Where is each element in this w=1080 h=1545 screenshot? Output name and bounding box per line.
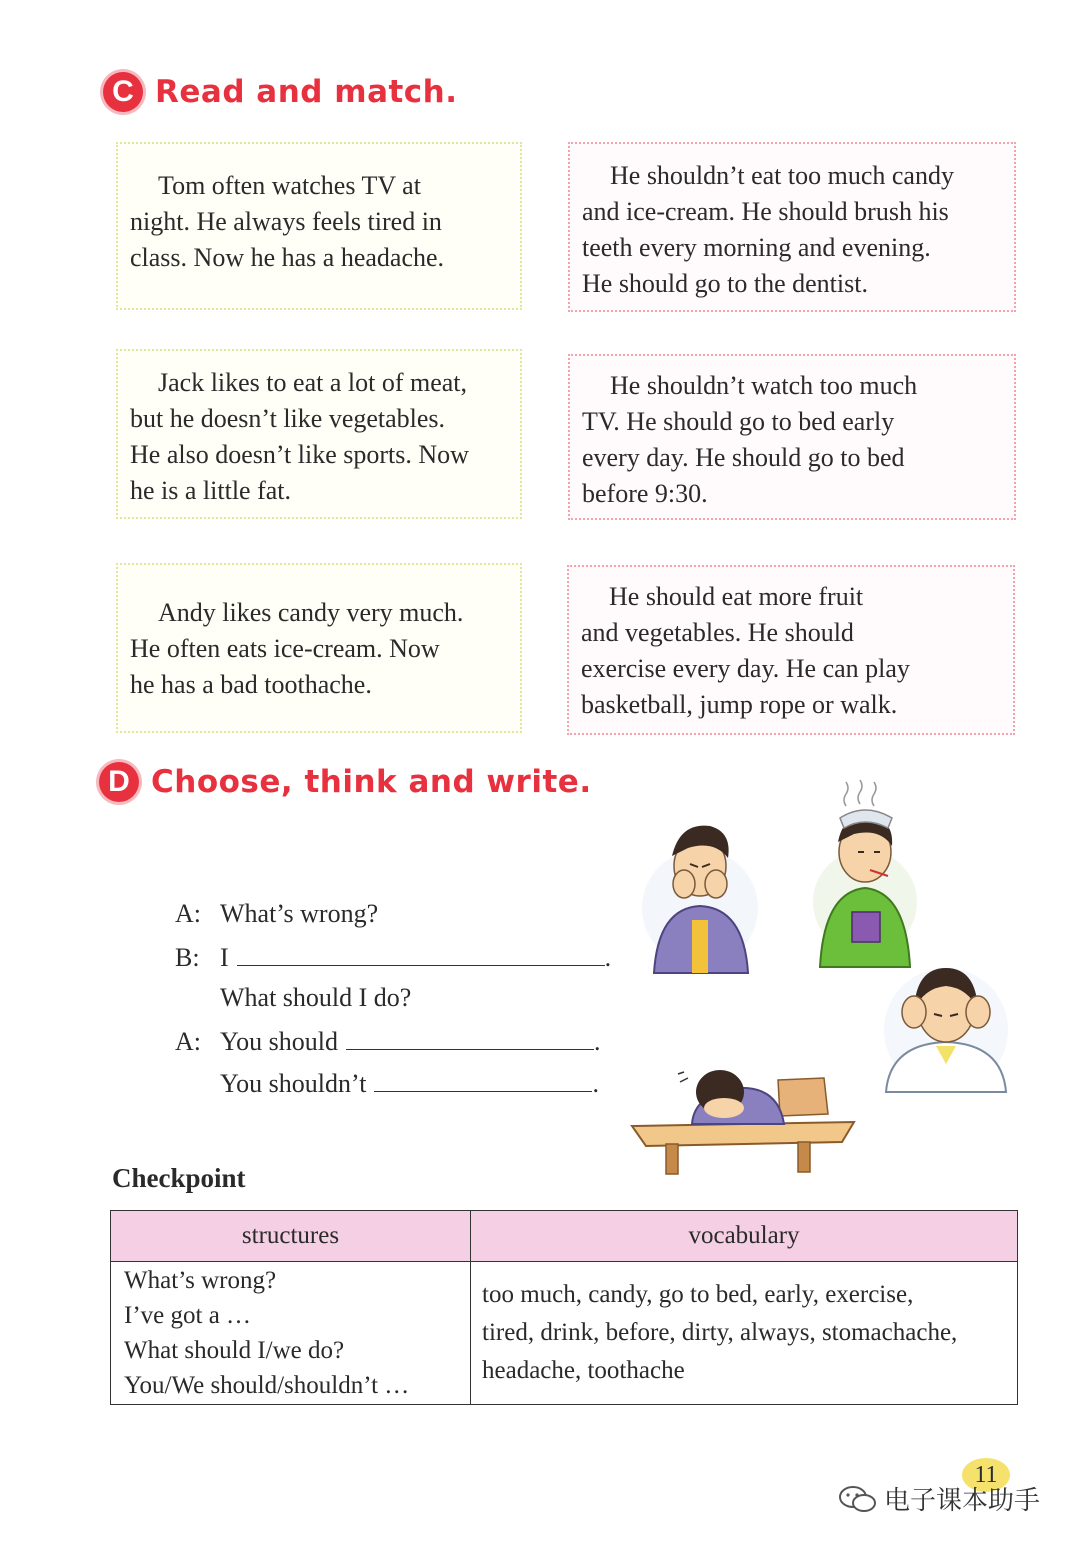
vocabulary-header: vocabulary (471, 1211, 1018, 1262)
card-line: teeth every morning and evening. (582, 233, 931, 262)
answer-blank[interactable] (237, 935, 605, 966)
card-line: but he doesn’t like vegetables. (130, 404, 446, 433)
structure-item: I’ve got a … (124, 1302, 252, 1329)
right-card-1[interactable] (568, 142, 1016, 312)
section-d-heading (99, 762, 592, 802)
card-line: He also doesn’t like sports. Now (130, 440, 469, 469)
dialog-text: I (220, 943, 229, 972)
dialog-line-4 (175, 1019, 611, 1061)
speaker: A: (175, 1027, 201, 1056)
card-line: every day. He should go to bed (582, 443, 905, 472)
structure-item: You/We should/shouldn’t … (124, 1372, 410, 1399)
card-line: He should go to the dentist. (582, 269, 868, 298)
speaker: B: (175, 943, 200, 972)
right-card-3[interactable] (567, 565, 1015, 735)
wechat-icon (838, 1484, 878, 1514)
left-card-3[interactable] (116, 563, 522, 733)
section-d-title: Choose, think and write. (151, 764, 592, 800)
vocabulary-line: headache, toothache (482, 1357, 685, 1384)
card-line: He shouldn’t watch too much (610, 371, 918, 400)
page-number: 11 (962, 1458, 1010, 1492)
speaker: A: (175, 899, 201, 928)
card-line: and vegetables. He should (581, 618, 854, 647)
section-c-heading (103, 72, 458, 112)
table-row (111, 1262, 1018, 1405)
headache-boy-illustration (810, 772, 920, 972)
vocabulary-cell (471, 1262, 1018, 1405)
section-c-badge: C (103, 72, 143, 112)
card-line: before 9:30. (582, 479, 708, 508)
dialog-text: What’s wrong? (220, 899, 379, 928)
answer-blank[interactable] (346, 1019, 594, 1050)
section-c-title: Read and match. (155, 74, 458, 110)
sleeping-boy-at-desk-illustration (628, 1052, 860, 1176)
answer-blank[interactable] (374, 1061, 592, 1092)
card-line: Andy likes candy very much. (158, 598, 464, 627)
watermark-text: 电子课本助手 (884, 1486, 1041, 1516)
structure-item: What’s wrong? (124, 1267, 277, 1294)
structures-cell (111, 1262, 471, 1405)
section-d-badge: D (99, 762, 139, 802)
toothache-boy-illustration (640, 808, 760, 978)
dialog-text: What should I do? (220, 983, 412, 1012)
card-line: he has a bad toothache. (130, 670, 372, 699)
headache-girl-illustration (876, 960, 1014, 1095)
card-line: Jack likes to eat a lot of meat, (158, 368, 468, 397)
card-line: He often eats ice-cream. Now (130, 634, 440, 663)
left-card-1[interactable] (116, 142, 522, 310)
card-line: and ice-cream. He should brush his (582, 197, 949, 226)
dialog-period: . (594, 1027, 601, 1056)
checkpoint-table (110, 1210, 1018, 1405)
dialog-text: You should (220, 1027, 339, 1056)
dialog-period: . (592, 1069, 599, 1098)
dialog-line-5 (175, 1061, 611, 1103)
card-line: night. He always feels tired in (130, 207, 442, 236)
dialog-line-1 (175, 893, 611, 935)
card-line: basketball, jump rope or walk. (581, 690, 898, 719)
card-line: exercise every day. He can play (581, 654, 910, 683)
watermark (838, 1480, 1040, 1517)
card-line: he is a little fat. (130, 476, 292, 505)
card-line: class. Now he has a headache. (130, 243, 445, 272)
structure-item: What should I/we do? (124, 1337, 345, 1364)
left-card-2[interactable] (116, 349, 522, 519)
vocabulary-line: tired, drink, before, dirty, always, stomachache, (482, 1319, 958, 1346)
dialog-period: . (604, 943, 612, 972)
card-line: TV. He should go to bed early (582, 407, 895, 436)
card-line: Tom often watches TV at (158, 171, 421, 200)
vocabulary-line: too much, candy, go to bed, early, exercise, (482, 1281, 914, 1308)
dialog-text: You shouldn’t (220, 1069, 367, 1098)
dialog-line-2 (175, 935, 611, 977)
structures-header: structures (111, 1211, 471, 1262)
card-line: He shouldn’t eat too much candy (610, 161, 954, 190)
checkpoint-label: Checkpoint (112, 1163, 246, 1193)
dialog-line-3 (175, 977, 611, 1019)
card-line: He should eat more fruit (609, 582, 864, 611)
right-card-2[interactable] (568, 354, 1016, 520)
table-header-row (111, 1211, 1018, 1262)
dialog (175, 893, 611, 1103)
